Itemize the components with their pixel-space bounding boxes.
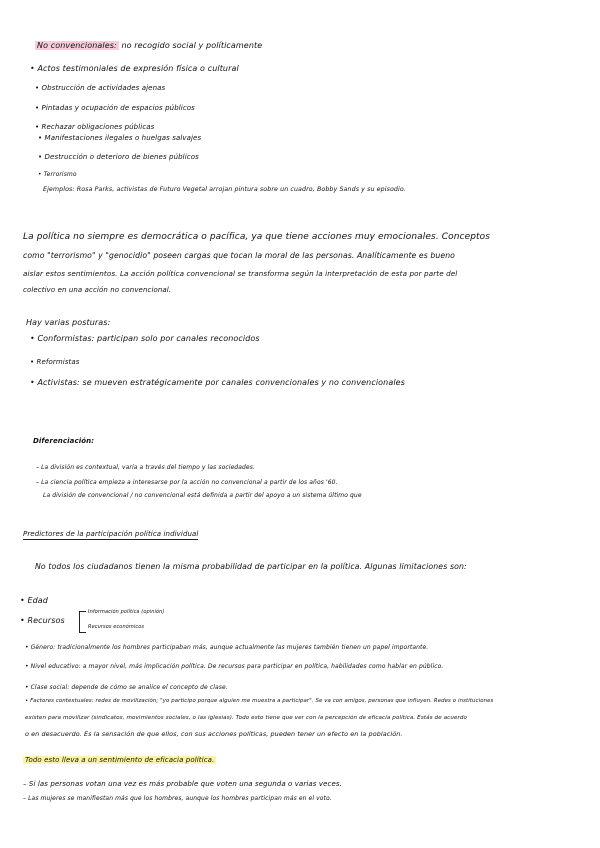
list-item: – Las mujeres se manifiestan más que los hombres, aunque los hombres participan más en el voto. bbox=[23, 795, 332, 802]
paragraph-line: aislar estos sentimientos. La acción política convencional se transforma según la interpretación de esta por parte del bbox=[23, 269, 458, 278]
list-item: – Si las personas votan una vez es más probable que voten una segunda o varias veces. bbox=[23, 780, 342, 788]
ejemplos-text: Ejemplos: Rosa Parks, activistas de Futuro Vegetal arrojan pintura sobre un cuadro, Bobby Sands y su episodio. bbox=[43, 186, 406, 193]
predictores-heading-line bbox=[23, 530, 198, 538]
list-item: • Reformistas bbox=[30, 358, 80, 366]
list-item: • Edad bbox=[20, 596, 48, 605]
no-convencionales-heading: No convencionales: bbox=[37, 41, 117, 50]
list-item: • Rechazar obligaciones públicas bbox=[35, 123, 155, 131]
paragraph-line: colectivo en una acción no convencional. bbox=[23, 286, 172, 294]
predictores-intro: No todos los ciudadanos tienen la misma probabilidad de participar en la política. Algunas limitaciones son: bbox=[35, 562, 467, 571]
diferenciacion-heading: Diferenciación: bbox=[33, 437, 95, 445]
list-item: • Factores contextuales: redes de movilización; "yo participo porque alguien me muestra a participar". Se va con amigos, personas que influyen. Redes o instituciones bbox=[25, 698, 494, 704]
list-item: • Terrorismo bbox=[38, 171, 77, 178]
list-item: • Activistas: se mueven estratégicamente por canales convencionales y no convencionales bbox=[30, 378, 405, 387]
list-item: – La división es contextual, varía a través del tiempo y las sociedades. bbox=[36, 464, 255, 471]
eficacia-highlight: Todo esto lleva a un sentimiento de eficacia política. bbox=[25, 756, 215, 764]
no-convencionales-heading-rest: no recogido social y políticamente bbox=[121, 41, 263, 50]
recursos-sub-item: Recursos económicos bbox=[88, 624, 145, 630]
list-item: • Obstrucción de actividades ajenas bbox=[35, 84, 166, 92]
list-item: • Género: tradicionalmente los hombres participaban más, aunque actualmente las mujeres también tienen un papel importante. bbox=[25, 644, 429, 651]
predictores-heading: Predictores de la participación política individual bbox=[23, 530, 199, 538]
list-item: – La ciencia política empieza a interesarse por la acción no convencional a partir de los años '60. bbox=[36, 479, 338, 486]
list-item: La división de convencional / no convencional está definida a partir del apoyo a un sistema último que bbox=[43, 492, 362, 499]
list-item: • Pintadas y ocupación de espacios públicos bbox=[35, 104, 195, 112]
list-item: • Destrucción o deterioro de bienes públicos bbox=[38, 153, 199, 161]
no-convencionales-heading-line bbox=[35, 41, 262, 50]
brace-mark bbox=[79, 611, 86, 633]
list-item: • Nivel educativo: a mayor nivel, más implicación política. De recursos para participar en política, habilidades como hablar en público. bbox=[25, 663, 444, 670]
list-item: • Actos testimoniales de expresión física o cultural bbox=[30, 64, 239, 73]
list-item: • Clase social: depende de cómo se analice el concepto de clase. bbox=[25, 684, 228, 691]
eficacia-highlight-line bbox=[23, 756, 216, 764]
paragraph-line: La política no siempre es democrática o pacífica, ya que tiene acciones muy emocionales. Conceptos bbox=[23, 232, 491, 242]
list-item: o en desacuerdo. Es la sensación de que ellos, con sus acciones políticas, pueden tener un efecto en la población. bbox=[25, 730, 403, 738]
recursos-sub-item: Información política (opinión) bbox=[88, 609, 165, 615]
paragraph-line: como "terrorismo" y "genocidio" poseen cargas que tocan la moral de las personas. Analíticamente es bueno bbox=[23, 251, 455, 260]
list-item: existen para movilizar (sindicatos, movimientos sociales, o las iglesias). Todo esto tiene que ver con la percepción de eficacia política. Estás de acuerdo bbox=[25, 715, 468, 721]
list-item: • Manifestaciones ilegales o huelgas salvajes bbox=[38, 134, 202, 142]
list-item: • Recursos bbox=[20, 616, 65, 625]
posturas-intro: Hay varias posturas: bbox=[26, 318, 111, 327]
list-item: • Conformistas: participan solo por canales reconocidos bbox=[30, 334, 260, 343]
